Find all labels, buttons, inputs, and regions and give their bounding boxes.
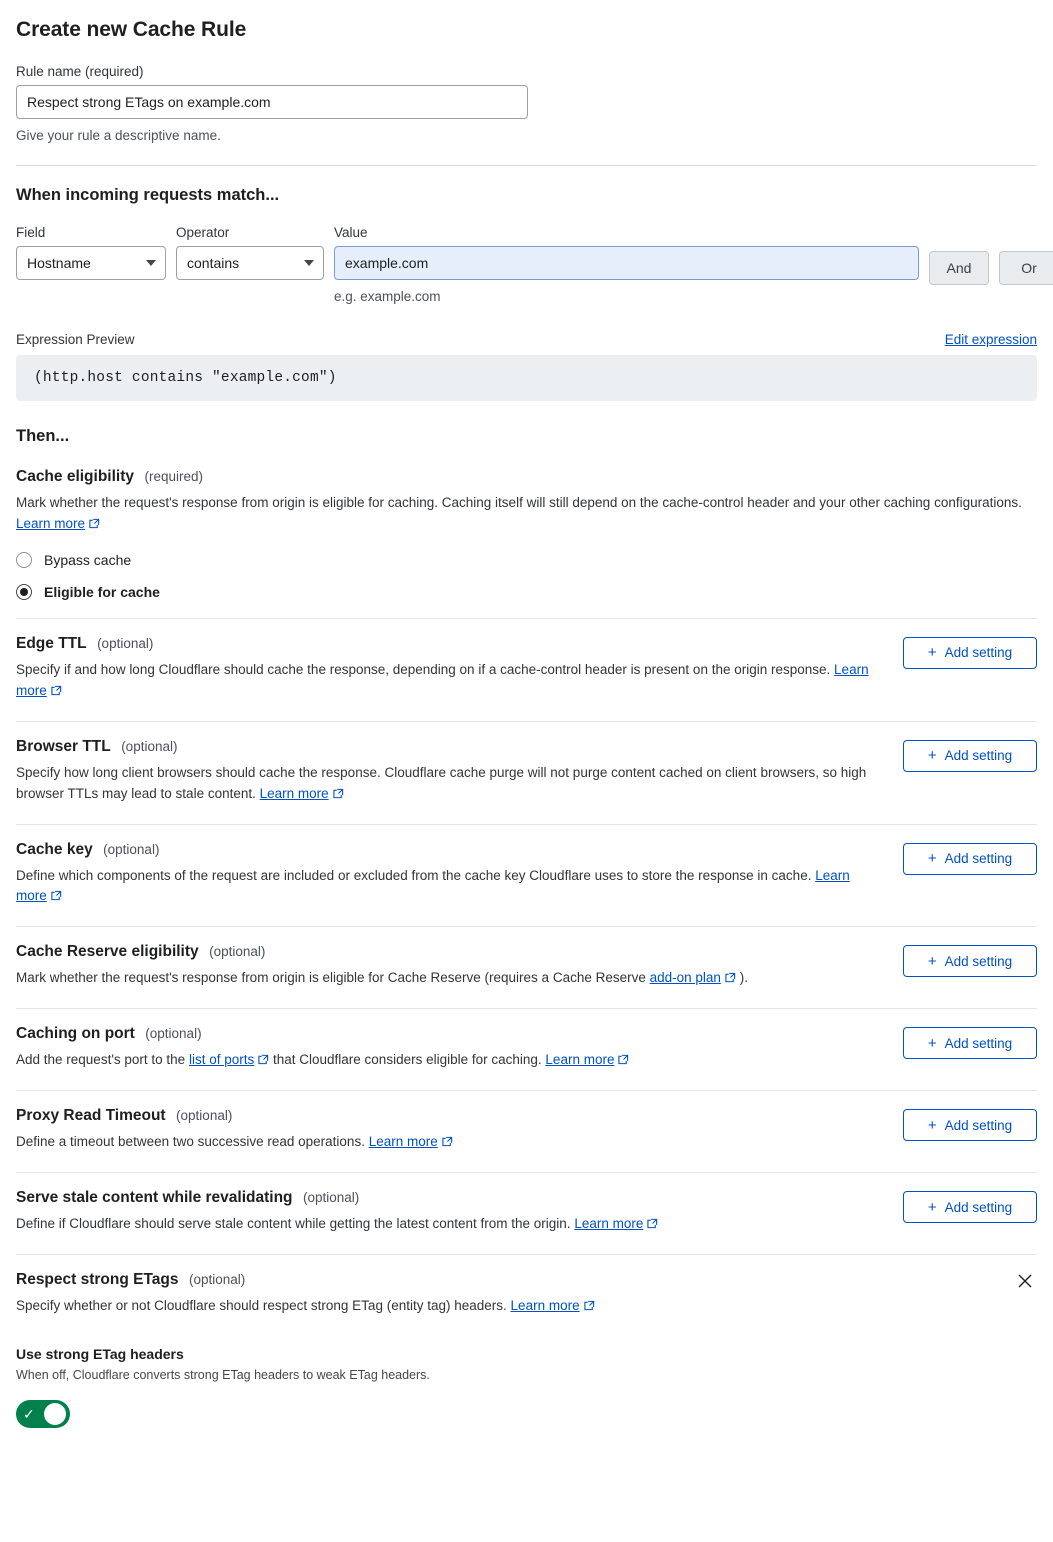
divider bbox=[16, 1090, 1037, 1091]
radio-option-eligible[interactable] bbox=[16, 584, 1037, 600]
setting-title: Proxy Read Timeout bbox=[16, 1107, 166, 1125]
add-setting-label: Add setting bbox=[944, 1117, 1013, 1133]
plus-icon: + bbox=[927, 850, 937, 868]
rule-name-helper: Give your rule a descriptive name. bbox=[16, 128, 221, 143]
setting-title: Caching on port bbox=[16, 1025, 135, 1043]
setting-caching-on-port bbox=[16, 1025, 1037, 1072]
match-row bbox=[16, 225, 1037, 304]
expression-header bbox=[16, 332, 1037, 347]
field-label: Field bbox=[16, 225, 46, 240]
setting-optional: (optional) bbox=[97, 635, 154, 651]
list-of-ports-link[interactable]: list of ports bbox=[188, 1052, 255, 1068]
setting-title: Serve stale content while revalidating bbox=[16, 1189, 293, 1207]
radio-label: Eligible for cache bbox=[44, 583, 160, 600]
add-setting-button[interactable] bbox=[903, 1027, 1037, 1059]
etag-toggle-label: Use strong ETag headers bbox=[16, 1345, 184, 1362]
expression-label: Expression Preview bbox=[16, 332, 135, 347]
external-link-icon bbox=[618, 1051, 629, 1072]
learn-more-link[interactable]: Learn more bbox=[368, 1134, 438, 1150]
add-setting-label: Add setting bbox=[944, 1199, 1013, 1215]
rule-name-group bbox=[16, 64, 1037, 143]
add-setting-button[interactable] bbox=[903, 843, 1037, 875]
expression-preview: (http.host contains "example.com") bbox=[16, 355, 1037, 401]
divider bbox=[16, 926, 1037, 927]
add-setting-button[interactable] bbox=[903, 740, 1037, 772]
setting-desc bbox=[16, 1296, 1036, 1318]
setting-optional: (optional) bbox=[188, 1272, 246, 1288]
value-column bbox=[334, 225, 919, 304]
plus-icon: + bbox=[927, 952, 937, 970]
external-link-icon bbox=[51, 682, 62, 703]
learn-more-link[interactable]: Learn more bbox=[16, 515, 86, 531]
add-setting-button[interactable] bbox=[903, 1191, 1037, 1223]
cache-eligibility-required: (required) bbox=[144, 469, 203, 484]
cache-eligibility-desc bbox=[16, 493, 1036, 536]
cache-eligibility-desc-text: Mark whether the request's response from origin is eligible for caching. Caching itself will still depend on the cache-control header and your other caching configurations. bbox=[16, 495, 1022, 510]
setting-optional: (optional) bbox=[121, 738, 178, 754]
add-setting-label: Add setting bbox=[944, 953, 1013, 969]
add-setting-label: Add setting bbox=[944, 851, 1013, 867]
divider bbox=[16, 618, 1037, 619]
learn-more-link[interactable]: Learn more bbox=[259, 785, 329, 801]
divider bbox=[16, 165, 1037, 166]
add-setting-button[interactable] bbox=[903, 637, 1037, 669]
setting-title: Edge TTL bbox=[16, 634, 87, 652]
add-setting-label: Add setting bbox=[944, 645, 1013, 661]
setting-optional: (optional) bbox=[145, 1026, 202, 1042]
value-input[interactable] bbox=[334, 246, 919, 280]
setting-desc-text: Define which components of the request are included or excluded from the cache key Cloudflare uses to store the response in cache. bbox=[16, 867, 812, 883]
external-link-icon bbox=[89, 515, 100, 536]
setting-desc-text: Define a timeout between two successive read operations. bbox=[16, 1134, 365, 1150]
setting-respect-strong-etags bbox=[16, 1271, 1037, 1428]
and-button[interactable]: And bbox=[929, 251, 989, 285]
etag-toggle[interactable] bbox=[16, 1400, 70, 1428]
setting-desc-text: Add the request's port to the bbox=[16, 1052, 186, 1068]
setting-desc-text: Specify if and how long Cloudflare should cache the response, depending on if a cache-control header is present on the origin response. bbox=[16, 661, 831, 677]
setting-optional: (optional) bbox=[209, 944, 266, 960]
external-link-icon bbox=[258, 1051, 269, 1072]
setting-proxy-read-timeout bbox=[16, 1107, 1037, 1154]
divider bbox=[16, 1172, 1037, 1173]
divider bbox=[16, 824, 1037, 825]
setting-title: Respect strong ETags bbox=[16, 1271, 179, 1289]
cache-rule-form bbox=[16, 18, 1037, 1428]
learn-more-link[interactable]: Learn more bbox=[16, 867, 850, 904]
learn-more-link[interactable]: Learn more bbox=[510, 1298, 580, 1314]
cache-eligibility-title: Cache eligibility bbox=[16, 468, 135, 485]
setting-desc bbox=[16, 968, 883, 990]
learn-more-link[interactable]: Learn more bbox=[545, 1052, 615, 1068]
value-label: Value bbox=[334, 225, 368, 240]
toggle-knob bbox=[44, 1403, 66, 1425]
add-setting-button[interactable] bbox=[903, 1109, 1037, 1141]
learn-more-link[interactable]: Learn more bbox=[16, 661, 869, 698]
external-link-icon bbox=[584, 1297, 595, 1318]
plus-icon: + bbox=[927, 1198, 937, 1216]
cache-eligibility-section bbox=[16, 468, 1037, 600]
match-heading: When incoming requests match... bbox=[16, 186, 280, 204]
field-column bbox=[16, 225, 166, 280]
plus-icon: + bbox=[927, 747, 937, 765]
rule-name-label: Rule name (required) bbox=[16, 64, 144, 79]
setting-optional: (optional) bbox=[176, 1108, 233, 1124]
setting-desc-text: Mark whether the request's response from origin is eligible for Cache Reserve (requires a Cache Reserve bbox=[16, 970, 646, 986]
external-link-icon bbox=[442, 1133, 453, 1154]
rule-name-input[interactable] bbox=[16, 85, 528, 119]
check-icon: ✓ bbox=[23, 1405, 35, 1422]
divider bbox=[16, 721, 1037, 722]
setting-desc bbox=[16, 1132, 883, 1154]
setting-serve-stale bbox=[16, 1189, 1037, 1236]
setting-browser-ttl bbox=[16, 738, 1037, 806]
radio-option-bypass[interactable] bbox=[16, 552, 1037, 568]
setting-optional: (optional) bbox=[103, 841, 160, 857]
setting-desc bbox=[16, 763, 883, 806]
setting-cache-reserve bbox=[16, 943, 1037, 990]
external-link-icon bbox=[725, 969, 736, 990]
add-setting-label: Add setting bbox=[944, 1035, 1013, 1051]
setting-edge-ttl bbox=[16, 635, 1037, 703]
external-link-icon bbox=[333, 785, 344, 806]
etag-toggle-desc: When off, Cloudflare converts strong ETag headers to weak ETag headers. bbox=[16, 1367, 430, 1382]
divider bbox=[16, 1008, 1037, 1009]
setting-title: Cache key bbox=[16, 840, 93, 858]
radio-icon-selected[interactable] bbox=[16, 584, 32, 600]
add-on-plan-link[interactable]: add-on plan bbox=[649, 970, 721, 986]
then-heading: Then... bbox=[16, 427, 70, 445]
divider bbox=[16, 1254, 1037, 1255]
setting-title: Cache Reserve eligibility bbox=[16, 943, 199, 961]
setting-desc-after: ). bbox=[739, 970, 748, 986]
setting-desc bbox=[16, 1214, 883, 1236]
learn-more-link[interactable]: Learn more bbox=[574, 1216, 644, 1232]
external-link-icon bbox=[51, 887, 62, 908]
add-setting-label: Add setting bbox=[944, 748, 1013, 764]
setting-desc-text: Define if Cloudflare should serve stale content while getting the latest content from the origin. bbox=[16, 1216, 571, 1232]
close-icon[interactable] bbox=[1015, 1271, 1037, 1293]
plus-icon: + bbox=[927, 1034, 937, 1052]
plus-icon: + bbox=[927, 1116, 937, 1134]
edit-expression-link[interactable]: Edit expression bbox=[944, 332, 1037, 347]
field-select[interactable]: Hostname bbox=[16, 246, 166, 280]
setting-title: Browser TTL bbox=[16, 737, 111, 755]
value-hint: e.g. example.com bbox=[334, 289, 441, 304]
radio-label: Bypass cache bbox=[44, 551, 132, 568]
setting-desc bbox=[16, 866, 883, 909]
setting-cache-key bbox=[16, 841, 1037, 909]
page-title: Create new Cache Rule bbox=[16, 18, 247, 41]
external-link-icon bbox=[647, 1215, 658, 1236]
add-setting-button[interactable] bbox=[903, 945, 1037, 977]
setting-optional: (optional) bbox=[302, 1190, 360, 1206]
operator-column bbox=[176, 225, 324, 280]
radio-icon[interactable] bbox=[16, 552, 32, 568]
operator-select[interactable]: contains bbox=[176, 246, 324, 280]
setting-desc-text: Specify whether or not Cloudflare should respect strong ETag (entity tag) headers. bbox=[16, 1298, 507, 1314]
plus-icon: + bbox=[927, 644, 937, 662]
operator-label: Operator bbox=[176, 225, 230, 240]
or-button[interactable]: Or bbox=[999, 251, 1053, 285]
setting-desc-after: that Cloudflare considers eligible for caching. bbox=[273, 1052, 542, 1068]
setting-desc bbox=[16, 660, 883, 703]
setting-desc bbox=[16, 1050, 883, 1072]
setting-desc-text: Specify how long client browsers should cache the response. Cloudflare cache purge will not purge content cached on client browsers, so high browser TTLs may lead to stale content. bbox=[16, 764, 867, 801]
